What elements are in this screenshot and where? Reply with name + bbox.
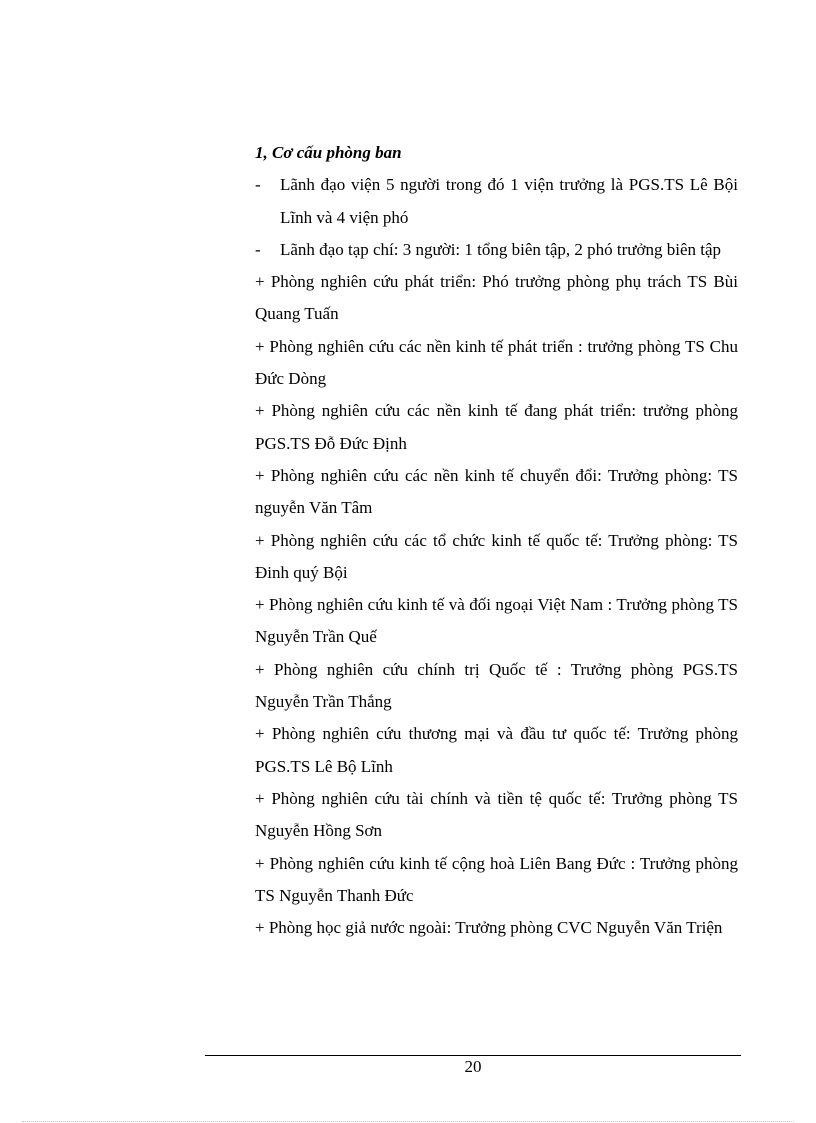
section-heading: 1, Cơ cấu phòng ban [255, 143, 402, 162]
department-item: + Phòng nghiên cứu tài chính và tiền tệ quốc tế: Trưởng phòng TS Nguyễn Hồng Sơn [255, 788, 738, 841]
footer-divider [205, 1055, 741, 1056]
department-item: + Phòng nghiên cứu các nền kinh tế đang phát triển: trưởng phòng PGS.TS Đỗ Đức Định [255, 401, 738, 453]
page-number: 20 [464, 1057, 482, 1076]
dash-bullet: - [255, 175, 261, 195]
department-item: + Phòng nghiên cứu các nền kinh tế chuyển đổi: Trưởng phòng: TS nguyễn Văn Tâm [255, 465, 738, 518]
department-item: + Phòng nghiên cứu thương mại và đầu tư quốc tế: Trưởng phòng PGS.TS Lê Bộ Lĩnh [255, 724, 738, 776]
dash-item-text: Lãnh đạo tạp chí: 3 người: 1 tổng biên tập, 2 phó trưởng biên tập [280, 239, 722, 259]
department-item: + Phòng nghiên cứu kinh tế cộng hoà Liên Bang Đức : Trưởng phòng TS Nguyễn Thanh Đức [255, 853, 738, 905]
dash-bullet: - [255, 239, 261, 259]
page-bottom-border [22, 1121, 794, 1122]
department-item: + Phòng học giả nước ngoài: Trưởng phòng CVC Nguyễn Văn Triện [255, 918, 723, 938]
department-item: + Phòng nghiên cứu các nền kinh tế phát triển : trưởng phòng TS Chu Đức Dòng [255, 336, 738, 389]
dash-list-item [255, 234, 738, 266]
department-item: + Phòng nghiên cứu chính trị Quốc tế : Trưởng phòng PGS.TS Nguyễn Trần Thắng [255, 659, 738, 712]
department-item: + Phòng nghiên cứu phát triển: Phó trưởng phòng phụ trách TS Bùi Quang Tuấn [255, 272, 738, 324]
document-body [255, 137, 738, 944]
department-item: + Phòng nghiên cứu các tổ chức kinh tế quốc tế: Trưởng phòng: TS Đinh quý Bội [255, 530, 738, 582]
dash-list-item [255, 169, 738, 234]
department-item: + Phòng nghiên cứu kinh tế và đối ngoại Việt Nam : Trưởng phòng TS Nguyễn Trần Quế [255, 595, 738, 647]
dash-item-text: Lãnh đạo viện 5 người trong đó 1 viện trưởng là PGS.TS Lê Bội Lĩnh và 4 viện phó [280, 175, 738, 227]
